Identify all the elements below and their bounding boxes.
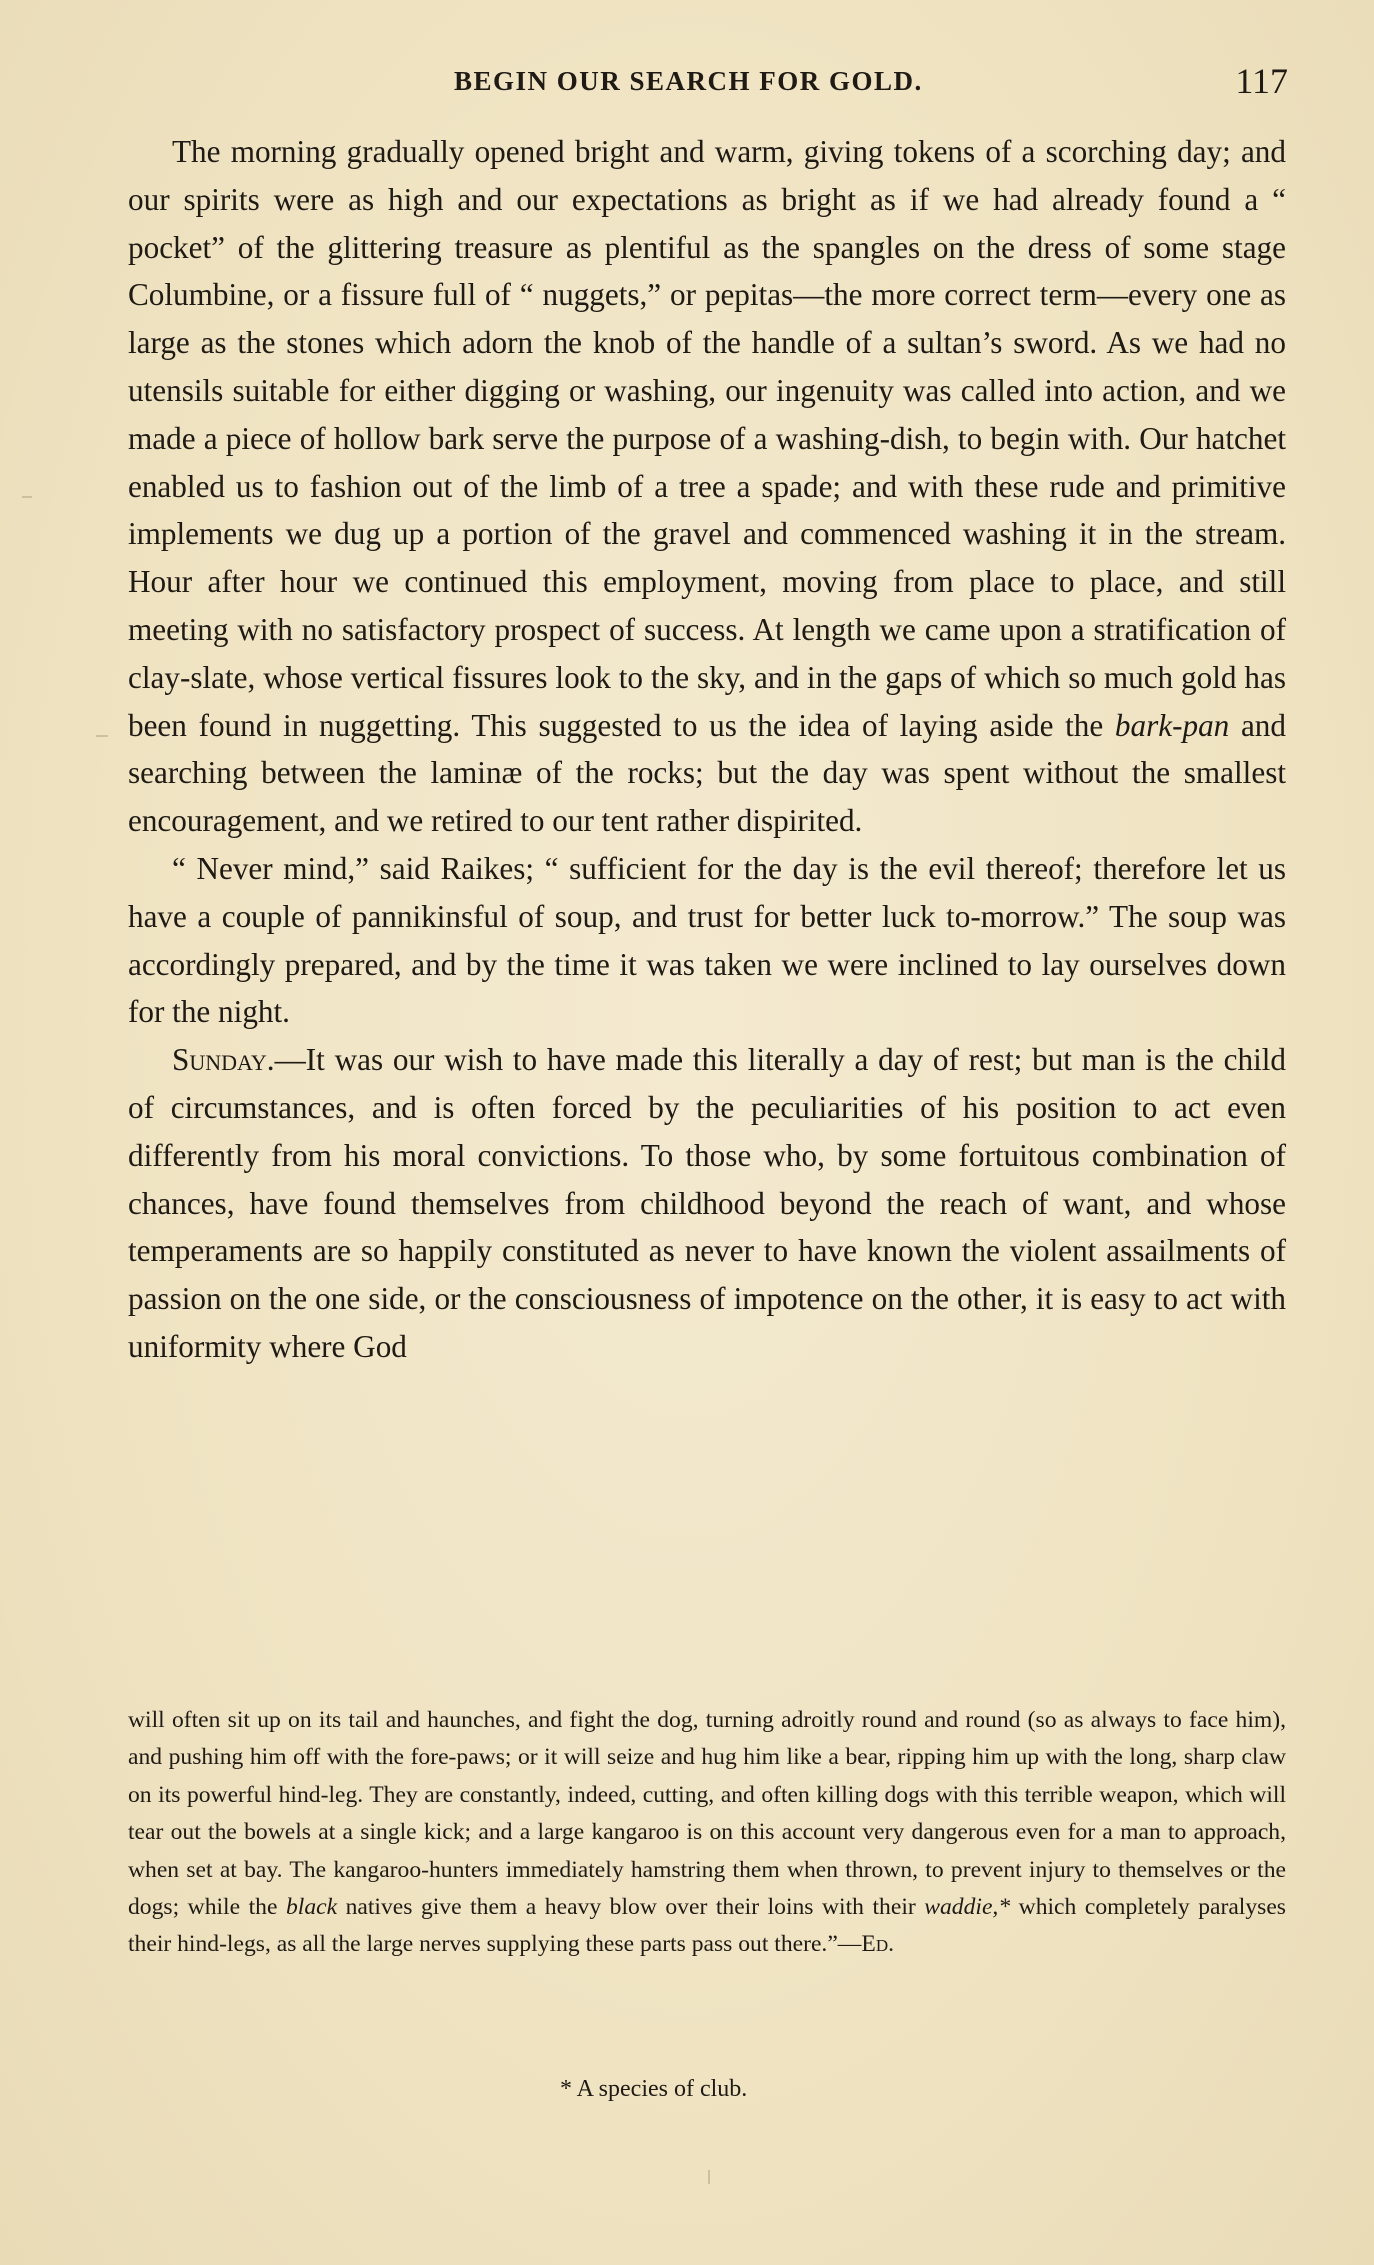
page-header <box>128 60 1288 104</box>
subnote: * A species of club. <box>560 2076 748 2102</box>
paragraph-text: and searching between the laminæ of the rocks; but the day was spent without the smallest encouragement, and we retired to our tent rather dispirited. <box>128 707 1286 839</box>
footnote-signature: Ed. <box>861 1931 894 1958</box>
margin-mark <box>22 496 32 498</box>
footnote <box>128 1702 1286 1964</box>
paragraph-raikes: “ Never mind,” said Raikes; “ sufficient for the day is the evil thereof; therefore let us have a couple of pannikinsful of soup, and trust for better luck to-morrow.” The soup was accordingly prepared, and by the time it was taken we were inclined to lay ourselves down for the night. <box>128 850 1286 1030</box>
italic-term: bark-pan <box>1114 707 1230 743</box>
footnote-part: will often sit up on its tail and haunches, and fight the dog, turning adroitly round and round (so as always to face him), and pushing him off with the fore-paws; or it will seize and hug him like a bear, ripping him up with the long, sharp claw on its powerful hind-leg. They are constantly, indeed, cutting, and often killing dogs with this terrible weapon, which will tear out the bowels at a single kick; and a large kangaroo is on this account very dangerous even for a man to approach, when set at bay. The kangaroo-hunters immediately hamstring them when thrown, to prevent injury to themselves or the dogs; while the <box>128 1707 1286 1921</box>
footnote-part: natives give them a heavy blow over their loins with their <box>337 1894 925 1921</box>
footnote-part: which completely paralyses their hind-legs, as all the large nerves supplying these parts pass out there.”— <box>128 1894 1286 1958</box>
paragraph-text: The morning gradually opened bright and warm, giving tokens of a scorching day; and our spirits were as high and our expectations as bright as if we had already found a “ pocket” of the glittering treasure as plentiful as the spangles on the dress of some stage Columbine, or a fissure full of “ nuggets,” or pepitas—the more correct term—every one as large as the stones which adorn the knob of the handle of a sultan’s sword. As we had no utensils suitable for either digging or washing, our ingenuity was called into action, and we made a piece of hollow bark serve the purpose of a washing-dish, to begin with. Our hatchet enabled us to fashion out of the limb of a tree a spade; and with these rude and primitive implements we dug up a portion of the gravel and commenced washing it in the stream. Hour after hour we continued this employment, moving from place to place, and still meeting with no satisfactory prospect of success. At length we came upon a stratification of clay-slate, whose vertical fissures look to the sky, and in the gaps of which so much gold has been found in nuggetting. This suggested to us the idea of laying aside the <box>128 134 1286 743</box>
paragraph-text: —It was our wish to have made this literally a day of rest; but man is the child of circumstances, and is often forced by the peculiarities of his position to act even differently from his moral convictions. To those who, by some fortuitous combination of chances, have found themselves from childhood beyond the reach of want, and whose temperaments are so happily constituted as never to have known the violent assailments of passion on the one side, or the consciousness of impotence on the other, it is easy to act with uniformity where God <box>128 1042 1286 1364</box>
footnote-text <box>128 1702 1286 1964</box>
paragraph-morning <box>128 128 1286 845</box>
margin-mark <box>96 735 108 737</box>
paragraph-sunday <box>128 1036 1286 1371</box>
page-number: 117 <box>1235 61 1288 101</box>
footnote-italic: waddie,* <box>924 1894 1011 1921</box>
running-title: BEGIN OUR SEARCH FOR GOLD. <box>454 66 923 96</box>
margin-mark <box>708 2170 710 2184</box>
body-text <box>128 128 1286 1371</box>
sunday-heading: Sunday. <box>172 1042 275 1078</box>
footnote-italic: black <box>285 1894 338 1921</box>
